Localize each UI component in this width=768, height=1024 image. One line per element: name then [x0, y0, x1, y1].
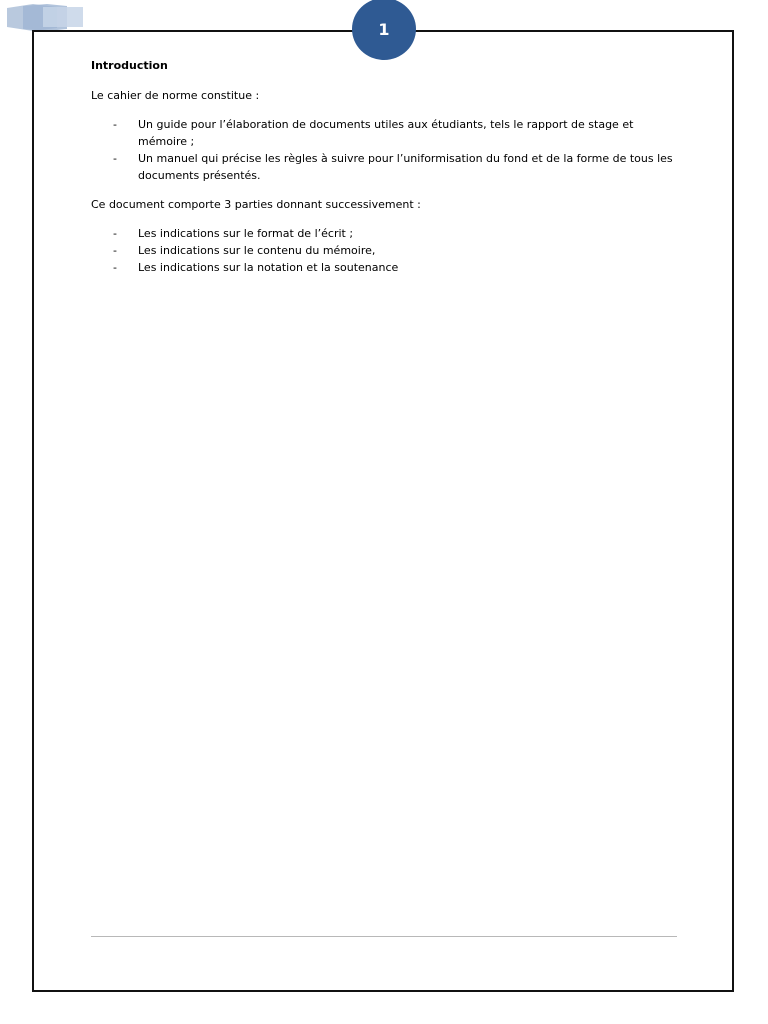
parts-paragraph: Ce document comporte 3 parties donnant successivement :	[91, 198, 421, 211]
list-item-text: Les indications sur la notation et la soutenance	[138, 261, 399, 274]
logo-icon	[7, 4, 85, 32]
list-item	[91, 242, 681, 259]
dash-bullet: -	[113, 152, 117, 165]
list-item	[91, 116, 681, 150]
footer-divider	[91, 936, 677, 937]
list-item	[91, 225, 681, 242]
page-number: 1	[378, 19, 390, 39]
page-number-badge	[352, 0, 416, 60]
document-body	[91, 57, 681, 288]
list-item-text: Un manuel qui précise les règles à suivre pour l’uniformisation du fond et de la forme de tous les documents présentés.	[138, 152, 673, 182]
list-item	[91, 150, 681, 184]
list-item-text: Un guide pour l’élaboration de documents utiles aux étudiants, tels le rapport de stage et mémoire ;	[138, 118, 634, 148]
purpose-list	[91, 116, 681, 184]
dash-bullet: -	[113, 118, 117, 131]
list-item	[91, 259, 681, 276]
dash-bullet: -	[113, 244, 117, 257]
parts-list	[91, 225, 681, 276]
section-heading: Introduction	[91, 59, 168, 72]
dash-bullet: -	[113, 227, 117, 240]
intro-paragraph: Le cahier de norme constitue :	[91, 89, 260, 102]
list-item-text: Les indications sur le contenu du mémoire,	[138, 244, 376, 257]
list-item-text: Les indications sur le format de l’écrit ;	[138, 227, 354, 240]
dash-bullet: -	[113, 261, 117, 274]
